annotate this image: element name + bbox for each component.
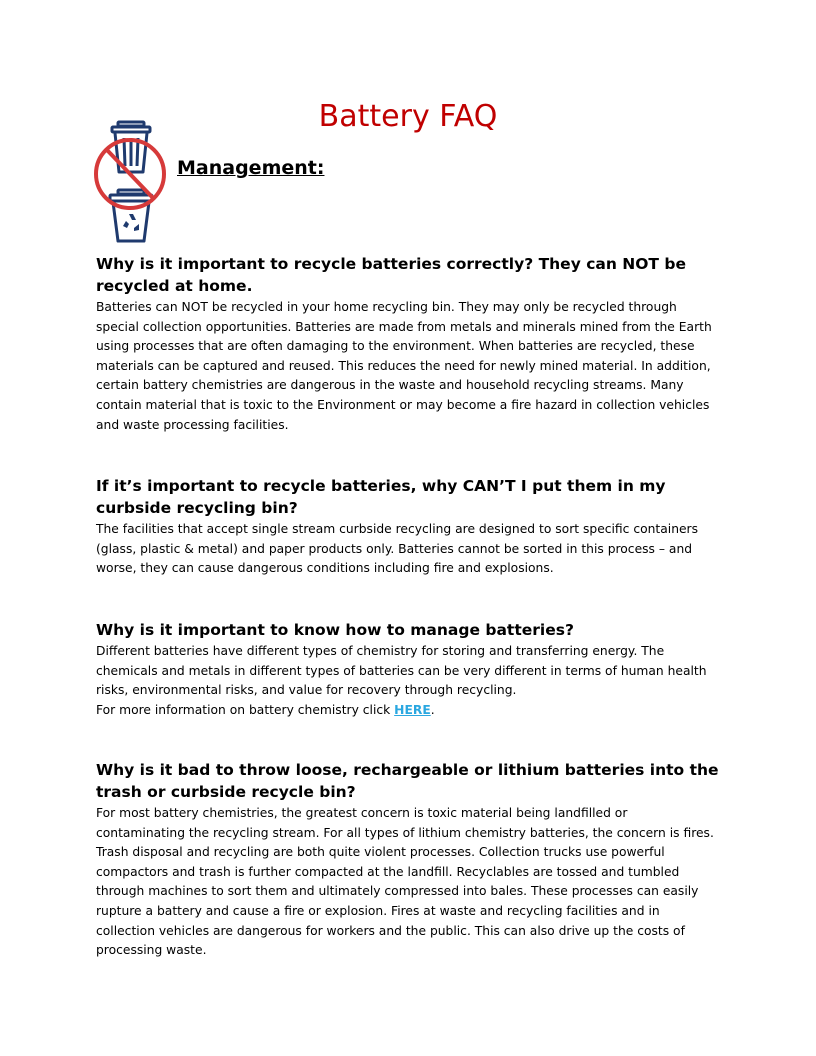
faq-item [96, 759, 720, 961]
faq-answer: The facilities that accept single stream curbside recycling are designed to sort specific containers (glass, plastic & metal) and paper products only. Batteries cannot be sorted in this process – and worse, they can cause dangerous conditions including fire and explosions. [96, 522, 699, 576]
more-info-text: For more information on battery chemistry click [96, 702, 395, 717]
faq-question: Why is it important to recycle batteries correctly? They can NOT be recycled at home. [96, 255, 686, 295]
faq-question: Why is it important to know how to manage batteries? [96, 621, 574, 639]
faq-item [96, 475, 720, 579]
no-trash-recycle-icon [93, 120, 169, 246]
section-heading: Management: [177, 157, 325, 179]
faq-question: If it’s important to recycle batteries, why CAN’T I put them in my curbside recycling bin? [96, 477, 666, 517]
more-info-line [96, 701, 720, 721]
faq-answer: Batteries can NOT be recycled in your home recycling bin. They may only be recycled through special collection opportunities. Batteries are made from metals and minerals mined from the Earth using processes that are often damaging to the environment. When batteries are recycled, these materials can be captured and reused. This reduces the need for newly mined material. In addition, certain battery chemistries are dangerous in the waste and household recycling streams. Many contain material that is toxic to the Environment or may become a fire hazard in collection vehicles and waste processing facilities. [96, 300, 712, 432]
faq-answer: For most battery chemistries, the greatest concern is toxic material being landfilled or contaminating the recycling stream. For all types of lithium chemistry batteries, the concern is fires. Trash disposal and recycling are both quite violent processes. Collection trucks use powerful compactors and trash is further compacted at the landfill. Recyclables are tossed and tumbled through machines to sort them and ultimately compressed into bales. These processes can easily rupture a battery and cause a fire or explosion. Fires at waste and recycling facilities and in collection vehicles are dangerous for workers and the public. This can also drive up the costs of processing waste. [96, 806, 714, 958]
faq-answer: Different batteries have different types of chemistry for storing and transferring energy. The chemicals and metals in different types of batteries can be very different in terms of human health risks, environmental risks, and value for recovery through recycling. [96, 644, 707, 698]
faq-question: Why is it bad to throw loose, rechargeable or lithium batteries into the trash or curbside recycle bin? [96, 761, 719, 801]
more-info-period: . [430, 702, 435, 717]
faq-item [96, 253, 720, 435]
chemistry-link[interactable]: HERE [394, 702, 431, 717]
faq-item [96, 619, 720, 720]
page-title: Battery FAQ [318, 99, 498, 134]
